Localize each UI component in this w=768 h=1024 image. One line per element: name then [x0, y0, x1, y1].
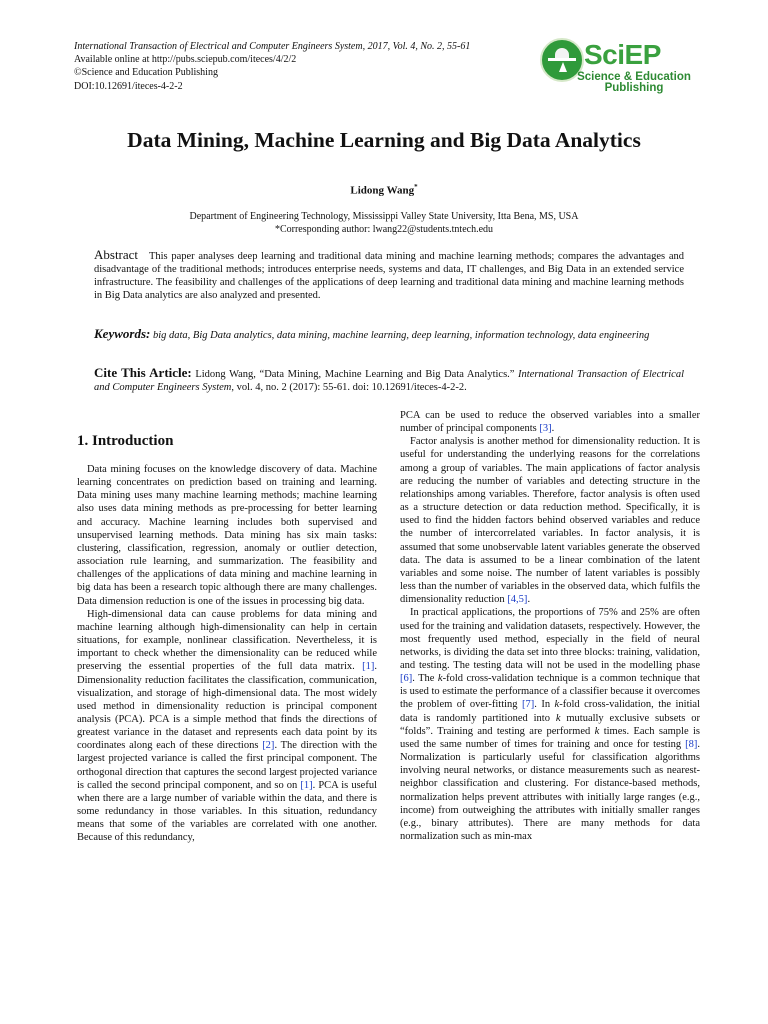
- keywords-label: Keywords:: [94, 326, 151, 341]
- author-name: Lidong Wang: [350, 184, 415, 197]
- keywords: [94, 327, 684, 342]
- affiliation: [0, 211, 768, 236]
- logo-subtitle: Science & Education Publishing: [577, 71, 691, 94]
- keywords-text: big data, Big Data analytics, data mining, machine learning, deep learning, information technology, data engineering: [152, 330, 650, 341]
- affiliation-dept: Department of Engineering Technology, Mississippi Valley State University, Itta Bena, MS, USA: [189, 211, 579, 222]
- citation-link[interactable]: [6]: [400, 673, 413, 685]
- paragraph: High-dimensional data can cause problems for data mining and machine learning although high-dimensionality can help in certain situations, for example, nonlinear classification. Nevertheless, it is important to check whether the dimensionality can be reduced while preserving the essential properties of the full data matrix. [1]. Dimensionality reduction facilitates the classification, communication, visualization, and storage of high-dimensional data. The most widely used method in dimensionality reduction is principal component analysis (PCA). PCA is a simple method that finds the directions of greatest variance in the dataset and represents each data point by its coordinates along each of these directions [2]. The direction with the largest projected variance is called the first principal component. The orthogonal direction that captures the second largest projected variance is called the second principal component, and so on [1]. PCA is useful when there are a large number of variable within the data, and there is some redundancy in those variables. In this situation, redundancy means that some of the variables are correlated with one another. Because of this redundancy,: [77, 608, 378, 844]
- citation-link[interactable]: [2]: [262, 740, 275, 752]
- corresponding-author: *Corresponding author: lwang22@students.tntech.edu: [274, 223, 494, 235]
- abstract-label: Abstract: [94, 247, 139, 262]
- abstract: [94, 248, 684, 302]
- cite-article: [94, 366, 684, 394]
- paragraph: In practical applications, the proportions of 75% and 25% are often used for the training and validation datasets, respectively. However, the most frequently used method, especially in the field of neural networks, is dividing the data set into three blocks: training, validation, and testing. The testing data will not be used in the modelling phase [6]. The k-fold cross-validation technique is a common technique that is used to estimate the performance of a classifier because it overcomes the problem of over-fitting [7]. In k-fold cross-validation, the initial data is randomly partitioned into k mutually exclusive subsets or “folds”. Training and testing are performed k times. Each sample is used the same number of times for training and once for testing [8]. Normalization is particularly useful for classification algorithms involving neural networks, or distance measurements such as nearest-neighbor classification and clustering. For distance-based methods, normalization helps prevent attributes with initially large ranges (e.g., income) from outweighing the attributes with initially smaller ranges (e.g., binary attributes). There are many methods for data normalization such as min-max: [400, 607, 701, 842]
- citation-link[interactable]: [1]: [362, 661, 375, 673]
- cite-pre: Lidong Wang, “Data Mining, Machine Learning and Big Data Analytics.”: [195, 369, 515, 380]
- paper-title: Data Mining, Machine Learning and Big Data Analytics: [127, 128, 641, 152]
- author: [0, 183, 768, 197]
- citation-link[interactable]: [4,5]: [507, 594, 528, 606]
- logo-name: SciEP: [584, 39, 661, 70]
- doi-line: DOI:10.12691/iteces-4-2-2: [74, 80, 183, 92]
- citation-link[interactable]: [1]: [300, 779, 313, 791]
- cite-journal: International Transaction of Electrical and Computer Engineers System: [94, 369, 684, 393]
- journal-line: International Transaction of Electrical and Computer Engineers System, 2017, Vol. 4, No. 2, 55-61: [74, 41, 471, 52]
- citation-link[interactable]: [8]: [685, 738, 698, 750]
- citation-link[interactable]: [7]: [522, 699, 535, 711]
- paragraph: Factor analysis is another method for dimensionality reduction. It is useful for understanding the underlying reasons for the correlations among a group of variables. The main applications of factor analysis are reducing the number of variables and detecting structure in the relationships among variables. Therefore, factor analysis is often used as a structure detection or data reduction method. Specifically, it is used to find the hidden factors behind observed variables and reduce the number of intercorrelated variables. In factor analysis, it is assumed that some unobservable latent variables generate the observed data. The data is assumed to be a linear combination of the latent variables and some noise. The number of latent variables is possibly less than the number of variables in the observed data, which fulfils the dimensionality reduction [4,5].: [400, 436, 700, 606]
- journal-header: [74, 40, 470, 93]
- cite-label: Cite This Article:: [94, 365, 192, 380]
- section-heading: 1. Introduction: [77, 433, 174, 449]
- citation-link[interactable]: [3]: [539, 423, 552, 435]
- left-column: [77, 463, 377, 845]
- author-mark: *: [414, 183, 418, 191]
- right-column: [400, 409, 700, 843]
- paragraph: Data mining focuses on the knowledge discovery of data. Machine learning concentrates on prediction based on training and learning. Data mining uses many machine learning methods; machine learning also uses data mining methods as pre-processing for better learning and accuracy. Machine learning includes both supervised and unsupervised learning methods. Data mining has six main tasks: clustering, classification, regression, anomaly or outlier detection, association rule learning, and summarization. The feasibility and challenges of the applications of data mining and machine learning in big data has been a research topic although there are many challenges. Data dimension reduction is one of the issues in processing big data.: [77, 464, 377, 607]
- availability-line[interactable]: Available online at http://pubs.sciepub.com/iteces/4/2/2: [74, 54, 297, 66]
- cite-post: , vol. 4, no. 2 (2017): 55-61. doi: 10.12691/iteces-4-2-2.: [231, 382, 467, 393]
- abstract-text: This paper analyses deep learning and traditional data mining and machine learning methods; compares the advantages and disadvantage of the traditional methods; introduces enterprise needs, systems and data, IT challenges, and Big Data in an extended service infrastructure. The feasibility and challenges of the applications of deep learning and traditional data mining and machine learning methods in Big Data analytics are also analyzed and presented.: [94, 251, 685, 301]
- copyright-line: ©Science and Education Publishing: [74, 67, 218, 79]
- sciep-logo: [540, 38, 690, 96]
- paragraph: PCA can be used to reduce the observed variables into a smaller number of principal components [3].: [400, 410, 700, 435]
